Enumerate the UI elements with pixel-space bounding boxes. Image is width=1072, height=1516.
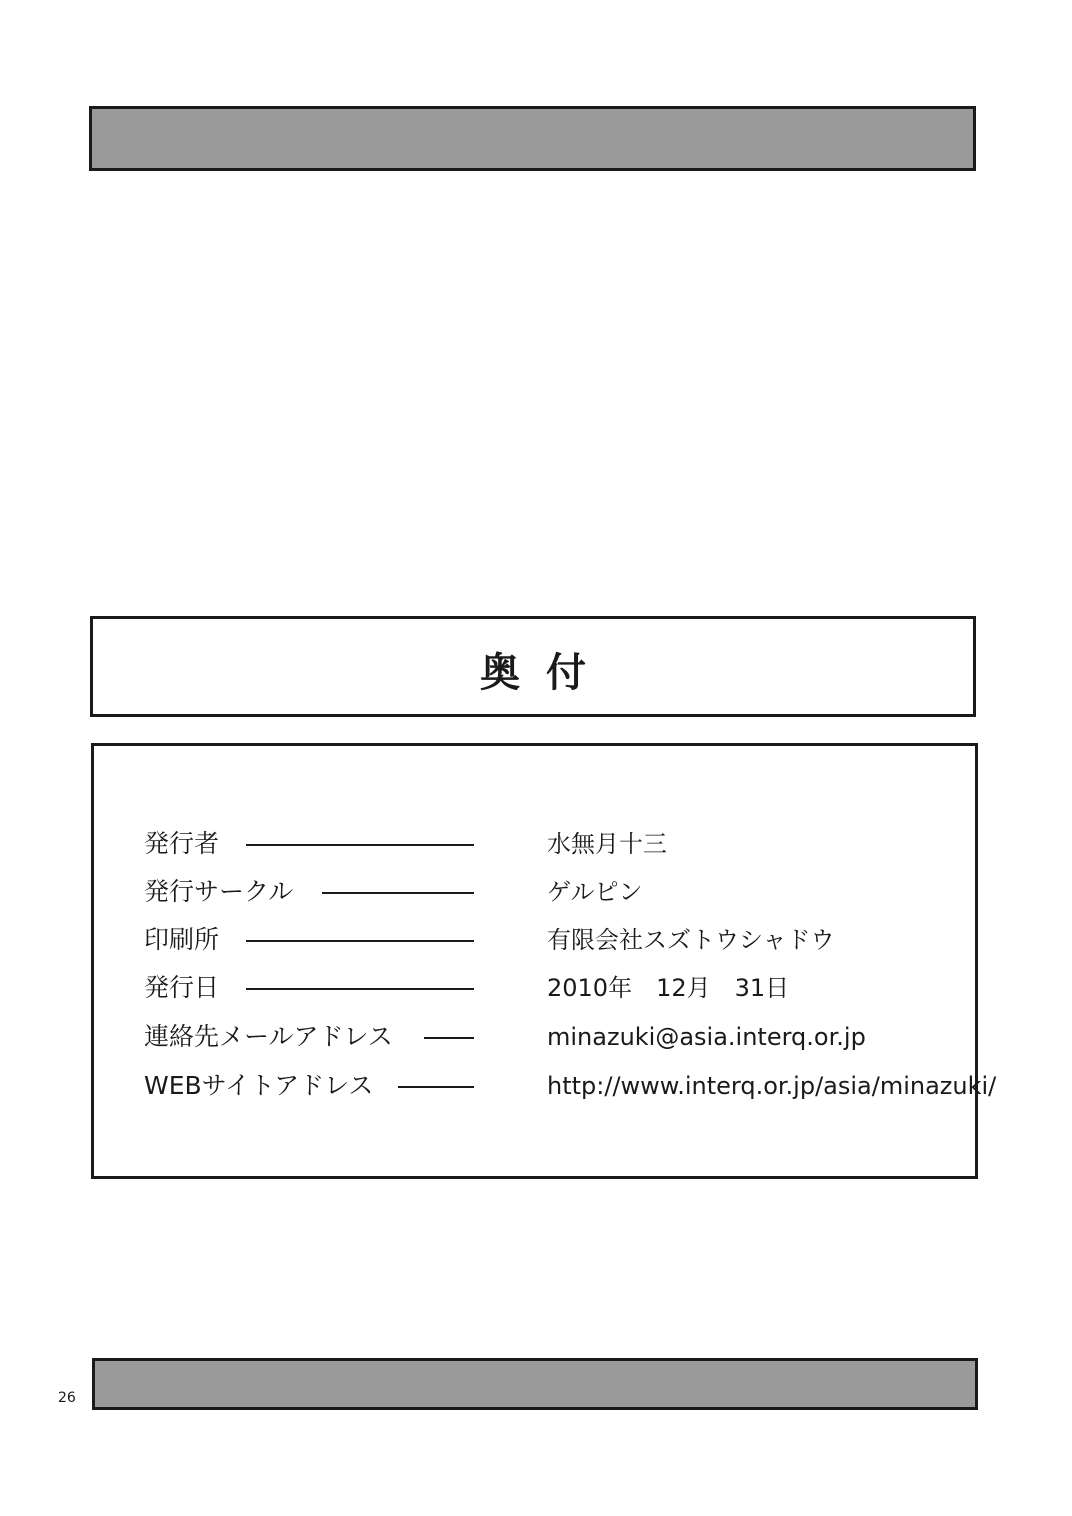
email-label: 連絡先メールアドレス [144, 1022, 393, 1051]
publisher-row [144, 824, 964, 864]
bottom-decorative-bar [92, 1358, 978, 1410]
circle-label: 発行サークル [144, 877, 294, 906]
printer-row [144, 920, 964, 960]
leader-line [246, 844, 474, 846]
leader-line [246, 940, 474, 942]
circle-value: ゲルピン [547, 878, 643, 906]
circle-row [144, 872, 964, 912]
leader-line [246, 988, 474, 990]
website-label: WEBサイトアドレス [144, 1071, 374, 1100]
issue-date-value: 2010年 12月 31日 [547, 974, 790, 1002]
printer-value: 有限会社スズトウシャドウ [547, 926, 835, 954]
colophon-title-box [90, 616, 976, 717]
issue-date-label: 発行日 [144, 973, 220, 1002]
website-row [144, 1066, 997, 1106]
leader-line [322, 892, 474, 894]
issue-date-row [144, 968, 964, 1008]
printer-label: 印刷所 [144, 925, 220, 954]
email-row [144, 1017, 964, 1057]
colophon-title: 奥付 [480, 650, 612, 696]
leader-line [398, 1086, 474, 1088]
top-decorative-bar [89, 106, 976, 171]
email-value: minazuki@asia.interq.or.jp [547, 1023, 866, 1051]
leader-line [424, 1037, 474, 1039]
page-number: 26 [58, 1390, 76, 1406]
publisher-value: 水無月十三 [547, 830, 667, 858]
website-value: http://www.interq.or.jp/asia/minazuki/ [547, 1072, 997, 1100]
colophon-info-box [91, 743, 997, 1179]
publisher-label: 発行者 [144, 829, 220, 858]
